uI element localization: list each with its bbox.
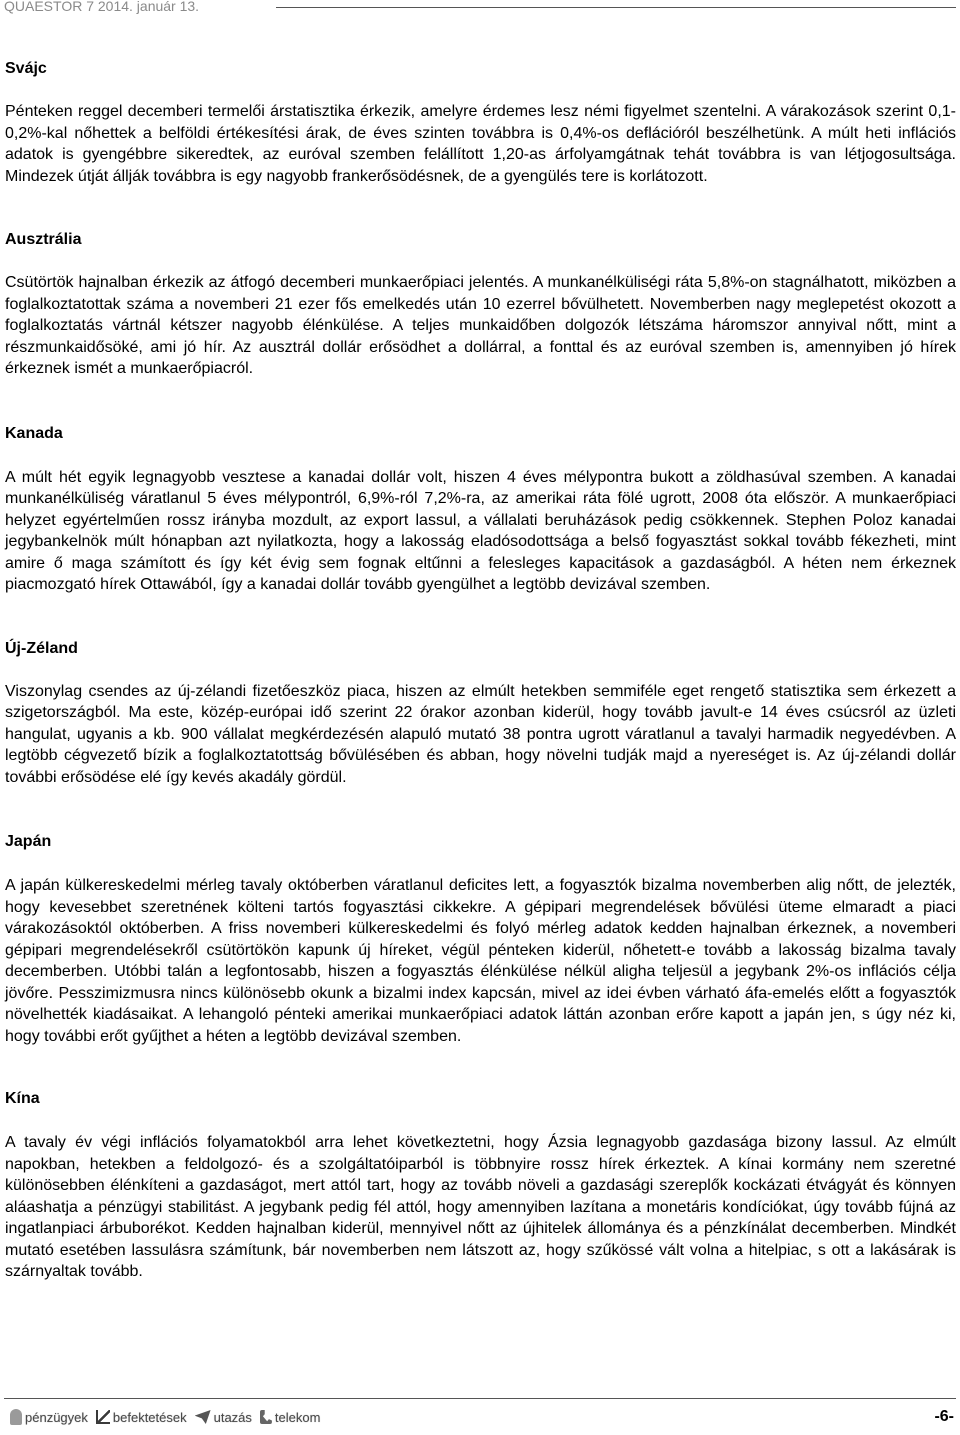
- section-svajc: [5, 58, 956, 187]
- footer-item-telekom: [260, 1410, 321, 1425]
- section-title: Új-Zéland: [5, 639, 78, 657]
- person-icon: [10, 1409, 22, 1425]
- header-rule: [276, 7, 956, 8]
- article-content: [5, 58, 956, 1283]
- footer-item-utazas: [195, 1410, 252, 1425]
- section-kina: [5, 1088, 956, 1283]
- section-body: A tavaly év végi inflációs folyamatokból arra lehet következtetni, hogy Ázsia legnagyobb gazdasága bizony lassul. Az elmúlt napokban, hetekben a feldolgozó- és a szolgáltatóiparból is többnyire rossz hírek érkeztek. A kínai kormány nem szeretné különösebben élénkíteni a gazdaságot, mert attól tart, hogy az tovább növeli a gazdasági szereplők kockázati étvágyát és könnyen aláashatja a pénzügyi stabilitást. A jegybank pedig fél attól, hogy amennyiben lazítana a monetáris kondíciókat, úgy tovább fújná az ingatlanpiaci árbuborékot. Kedden hajnalban kiderül, mennyivel nőtt az újhitelek állománya és a pénzkínálat decemberben. Mindkét mutató esetében lassulásra számítunk, bár novemberben nem látszott az, hogy szűkössé vált volna a hitelpiac, s ott a lakásárak is szárnyaltak tovább.: [5, 1134, 956, 1280]
- section-japan: [5, 831, 956, 1047]
- section-body: Pénteken reggel decemberi termelői árstatisztika érkezik, amelyre érdemes lesz némi figyelmet szentelni. A várakozások szerint 0,1-0,2%-kal nőhettek a belföldi értékesítési árak, de éves szinten továbbra is 0,4%-os deflációról beszélhetünk. A múlt heti inflációs adatok is gyengébbre sikeredtek, az euróval szemben felállított 1,20-as árfolyamgátnak tehát továbbra is van létjogosultsága. Mindezek útját állják továbbra is egy nagyobb frankerősödésnek, de a gyengülés tere is korlátozott.: [5, 103, 956, 185]
- section-body: Csütörtök hajnalban érkezik az átfogó decemberi munkaerőpiaci jelentés. A munkanélküliségi ráta 5,8%-on stagnálhatott, miközben a foglalkoztatottak száma a novemberi 21 ezer fős emelkedés után 10 ezerrel bővülhetett. Novemberben nagy meglepetést okozott a foglalkoztatás vártnál kétszer nagyobb élénkülése. A teljes munkaidőben dolgozók létszáma háromszor annyival nőtt, mint a részmunkaidősöké, ami jó hír. Az ausztrál dollár erősödhet a dollárral, a fonttal és az euróval szemben is, amennyiben jó hírek érkeznek ismét a munkaerőpiacról.: [5, 274, 956, 377]
- section-body: A múlt hét egyik legnagyobb vesztese a kanadai dollár volt, hiszen 4 éves mélypontra bukott a zöldhasúval szemben. A kanadai munkanélküliség váratlanul 5 éves mélypontról, 6,9%-ról 7,2%-ra, az amerikai ráta fölé ugrott, 2008 óta először. A munkaerőpiaci helyzet egyértelműen rossz irányba mozdult, az export lassul, a vállalati beruházások pedig csökkennek. Stephen Poloz kanadai jegybankelnök múlt hónapban azt nyilatkozta, hogy a lakosság eladósodottsága a belső fogyasztást sokkal tovább fékezheti, mint amire ő maga számított és így két évig sem fognak eltűnni a felesleges kapacitások a gazdaságból. A héten nem érkeznek piacmozgató hírek Ottawából, így a kanadai dollár tovább gyengülhet a legtöbb devizával szemben.: [5, 468, 956, 593]
- section-uj-zeland: [5, 638, 956, 789]
- section-title: Kína: [5, 1090, 40, 1107]
- footer-item-penzugyek: [10, 1409, 88, 1425]
- header-text: QUAESTOR 7 2014. január 13.: [4, 0, 200, 14]
- section-title: Ausztrália: [5, 231, 82, 248]
- footer-item-label: pénzügyek: [25, 1409, 88, 1425]
- section-title: Japán: [5, 833, 52, 850]
- section-title: Kanada: [5, 424, 63, 442]
- phone-icon: [260, 1410, 272, 1424]
- page-header: [4, 0, 956, 16]
- chart-icon: [96, 1410, 110, 1424]
- section-title: Svájc: [5, 60, 47, 77]
- footer-item-label: befektetések: [112, 1409, 187, 1425]
- page-number: -6-: [934, 1408, 954, 1425]
- footer-rule: [4, 1398, 956, 1399]
- footer-item-label: utazás: [213, 1409, 252, 1425]
- page-footer: [4, 1398, 956, 1430]
- section-kanada: [5, 423, 956, 596]
- section-body: A japán külkereskedelmi mérleg tavaly októberben váratlanul deficites lett, a fogyasztók bizalma novemberben alig nőtt, de jelezték, hogy kevesebbet szeretnének költeni tartós fogyasztási cikkekre. A gépipari megrendelések bővülési üteme elmaradt a piaci várakozásoktól októberben. A friss novemberi külkereskedelmi és folyó mérleg adatok kedden hajnalban érkeznek, a novemberi gépipari megrendelésekről csütörtökön kapunk új híreket, végül pénteken kiderül, nőhetett-e tovább a lakosság bizalma tavaly decemberben. Utóbbi talán a legfontosabb, hiszen a fogyasztás élénkülése nélkül aligha teljesül a jegybank 2%-os inflációs célja jövőre. Pesszimizmusra nincs különösebb okunk a bizalmi index kapcsán, mivel az idei évben várható áfa-emelés előtt a fogyasztók növelhették kiadásaikat. A lehangoló pénteki amerikai munkaerőpiaci adatok láttán azonban erőre kapott a japán jen, s úgy néz ki, hogy további erőt gyűjthet a héten a legtöbb devizával szemben.: [5, 877, 956, 1045]
- section-ausztralia: [5, 229, 956, 380]
- plane-icon: [195, 1410, 211, 1424]
- footer-category-bar: [10, 1407, 328, 1427]
- footer-item-label: telekom: [274, 1409, 321, 1425]
- footer-item-befektetesek: [96, 1410, 187, 1425]
- section-body: Viszonylag csendes az új-zélandi fizetőeszköz piaca, hiszen az elmúlt hetekben semmiféle eget rengető statisztika sem érkezett a szigetországból. Ma este, közép-európai idő szerint 22 órakor azonban kiderül, hogy tovább javult-e 14 éves csúcsról az üzleti hangulat, ugyanis a kb. 900 vállalat megkérdezésén alapuló mutató 38 pontra ugrott váratlanul a tavalyi harmadik negyedévben. A legtöbb cégvezető bízik a foglalkoztatottság bővülésében és abban, hogy növelni tudják majd a nyereséget is. Az új-zélandi dollár további erősödése elé így kevés akadály gördül.: [5, 682, 956, 786]
